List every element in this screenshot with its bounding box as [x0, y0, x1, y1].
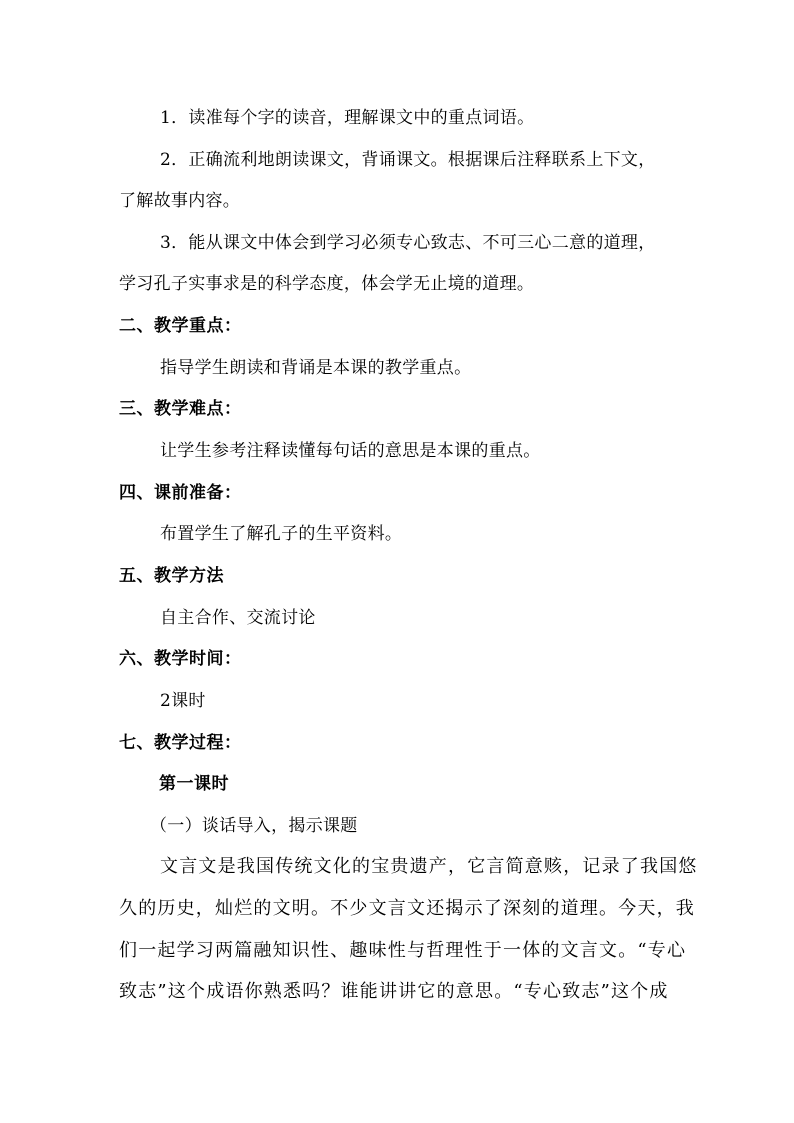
paragraph-line-4: 致志”这个成语你熟悉吗？谁能讲讲它的意思。“专心致志”这个成 — [119, 981, 669, 1002]
objective-1: 1．读准每个字的读音，理解课文中的重点词语。 — [160, 108, 535, 128]
objective-3-line-1: 3．能从课文中体会到学习必须专心致志、不可三心二意的道理， — [160, 233, 656, 253]
objective-3-line-2: 学习孔子实事求是的科学态度，体会学无止境的道理。 — [119, 274, 535, 294]
key-points-heading: 二、教学重点： — [119, 316, 242, 336]
paragraph-line-3: 们一起学习两篇融知识性、趣味性与哲理性于一体的文言文。“专心 — [119, 940, 687, 961]
preparation-heading: 四、课前准备： — [119, 483, 242, 503]
difficulties-heading: 三、教学难点： — [119, 399, 242, 419]
preparation-body: 布置学生了解孔子的生平资料。 — [160, 524, 403, 544]
lesson-title: 第一课时 — [159, 774, 229, 794]
paragraph-line-2: 久的历史，灿烂的文明。不少文言文还揭示了深刻的道理。今天，我 — [119, 898, 695, 919]
time-heading: 六、教学时间： — [119, 649, 242, 669]
process-heading: 七、教学过程： — [119, 733, 242, 753]
objective-2-line-1: 2．正确流利地朗读课文，背诵课文。根据课后注释联系上下文， — [160, 150, 656, 170]
difficulties-body: 让学生参考注释读懂每句话的意思是本课的重点。 — [160, 441, 541, 461]
time-body: 2课时 — [160, 691, 206, 711]
objective-2-line-2: 了解故事内容。 — [119, 191, 241, 211]
methods-body: 自主合作、交流讨论 — [160, 608, 316, 628]
key-points-body: 指导学生朗读和背诵是本课的教学重点。 — [160, 358, 472, 378]
methods-heading: 五、教学方法 — [119, 566, 224, 586]
paragraph-line-1: 文言文是我国传统文化的宝贵遗产，它言简意赅，记录了我国悠 — [160, 856, 698, 877]
step-title: （一）谈话导入，揭示课题 — [150, 816, 358, 836]
